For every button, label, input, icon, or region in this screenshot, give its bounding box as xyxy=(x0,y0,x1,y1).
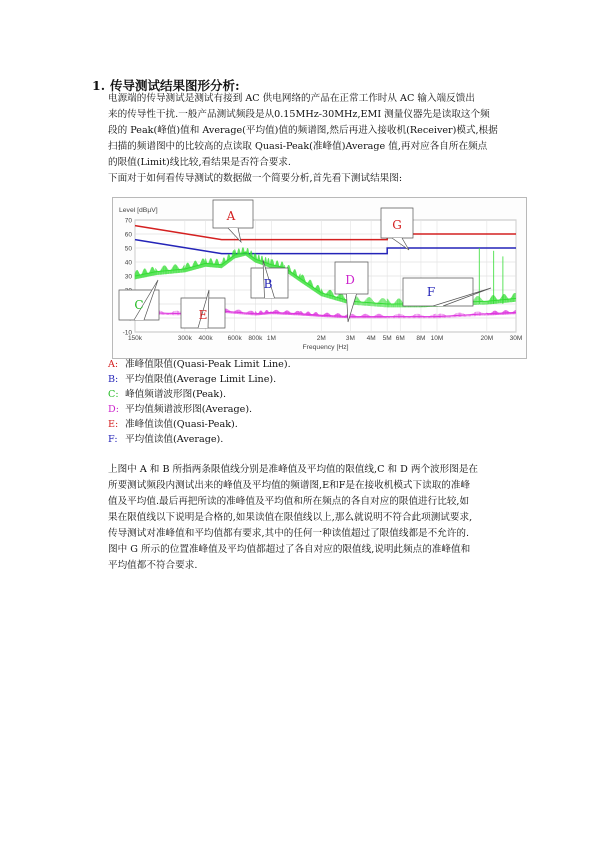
legend-text: 平均值频谱波形图(Average). xyxy=(125,404,253,415)
x-tick-label: 400k xyxy=(198,335,213,342)
section-title: 传导测试结果图形分析: xyxy=(110,78,240,93)
legend-item-f xyxy=(108,432,528,447)
legend-key: F: xyxy=(108,434,118,445)
legend-text: 平均值读值(Average). xyxy=(125,434,224,445)
x-tick-label: 150k xyxy=(127,335,143,342)
callout-label: F xyxy=(426,285,436,299)
y-tick-label: 70 xyxy=(124,217,132,225)
callout-label: C xyxy=(134,298,144,312)
x-tick-label: 30M xyxy=(509,335,523,342)
legend-text: 准峰值限值(Quasi-Peak Limit Line). xyxy=(125,359,291,370)
legend-key: C: xyxy=(108,389,119,400)
callout-box xyxy=(403,278,473,306)
lead-paragraph: 下面对于如何看传导测试的数据做一个简要分析,首先看下测试结果图: xyxy=(108,173,403,184)
x-tick-label: 20M xyxy=(480,335,494,342)
emi-chart xyxy=(113,198,526,358)
section-number: 1. xyxy=(92,78,106,93)
legend-text: 准峰值读值(Quasi-Peak). xyxy=(125,419,238,430)
x-tick-label: 300k xyxy=(177,335,192,342)
intro-paragraph: 电源端的传导测试是测试有接到 AC 供电网络的产品在正常工作时从 AC 输入端反馈出 来的传导性干扰.一般产品测试频段是从0.15MHz-30MHz,EMI 测量仪器先是读取这个频 段的 Peak(峰值)值和 Average(平均值)值的频谱图,然后再进入接收机(Receiver)模式,根据 扫描的频谱图中的比较高的点读取 Quasi-Peak(准峰值)Average 值,再对应各自所在频点 的限值(Limit)线比较,看结果是否符合要求. xyxy=(108,93,498,168)
x-tick-label: 10M xyxy=(430,335,444,342)
x-tick-label: 5M xyxy=(382,335,392,342)
legend-item-b xyxy=(108,372,528,387)
legend-key: B: xyxy=(108,374,119,385)
explanation-paragraph: 上图中 A 和 B 所指两条限值线分别是准峰值及平均值的限值线,C 和 D 两个波形图是在 所要测试频段内测试出来的峰值及平均值的频谱图,E和F是在接收机模式下读取的准峰 值及平均值.最后再把所读的准峰值及平均值和所在频点的各自对应的限值进行比较,如 果在限值线以下说明是合格的,如果读值在限值线以上,那么就说明不符合此项测试要求, 传导测试对准峰值和平均值都有要求,其中的任何一种读值超过了限值线都是不允许的. 图中 G 所示的位置准峰值及平均值都超过了各自对应的限值线,说明此频点的准峰值和 平均值都不符合要求. xyxy=(108,464,479,571)
legend-item-a xyxy=(108,357,528,372)
y-tick-label: 30 xyxy=(124,273,132,281)
x-tick-label: 8M xyxy=(416,335,426,342)
legend-key: D: xyxy=(108,404,119,415)
y-tick-label: 60 xyxy=(124,231,132,239)
x-tick-label: 4M xyxy=(366,335,376,342)
legend-item-d xyxy=(108,402,528,417)
x-tick-label: 1M xyxy=(266,335,276,342)
legend-list xyxy=(108,357,528,447)
emi-chart-figure xyxy=(112,197,527,359)
callout-label: E xyxy=(198,308,208,322)
legend-text: 峰值频谱波形图(Peak). xyxy=(125,389,226,400)
x-tick-label: 6M xyxy=(395,335,405,342)
x-tick-label: 2M xyxy=(316,335,326,342)
legend-item-c xyxy=(108,387,528,402)
y-tick-label: 40 xyxy=(124,259,132,267)
legend-key: A: xyxy=(108,359,119,370)
legend-item-e xyxy=(108,417,528,432)
x-tick-label: 3M xyxy=(345,335,355,342)
legend-key: E: xyxy=(108,419,119,430)
legend-text: 平均值限值(Average Limit Line). xyxy=(125,374,277,385)
callout-label: B xyxy=(263,277,273,291)
callout-label: A xyxy=(226,209,236,223)
y-tick-label: -10 xyxy=(122,329,132,337)
callout-label: D xyxy=(345,273,355,287)
x-tick-label: 800k xyxy=(248,335,263,342)
y-axis-label: Level [dBµV] xyxy=(119,207,158,214)
x-axis-label: Frequency [Hz] xyxy=(302,344,349,351)
y-tick-label: 50 xyxy=(124,245,132,253)
x-tick-label: 600k xyxy=(227,335,242,342)
callout-label: G xyxy=(392,218,402,232)
